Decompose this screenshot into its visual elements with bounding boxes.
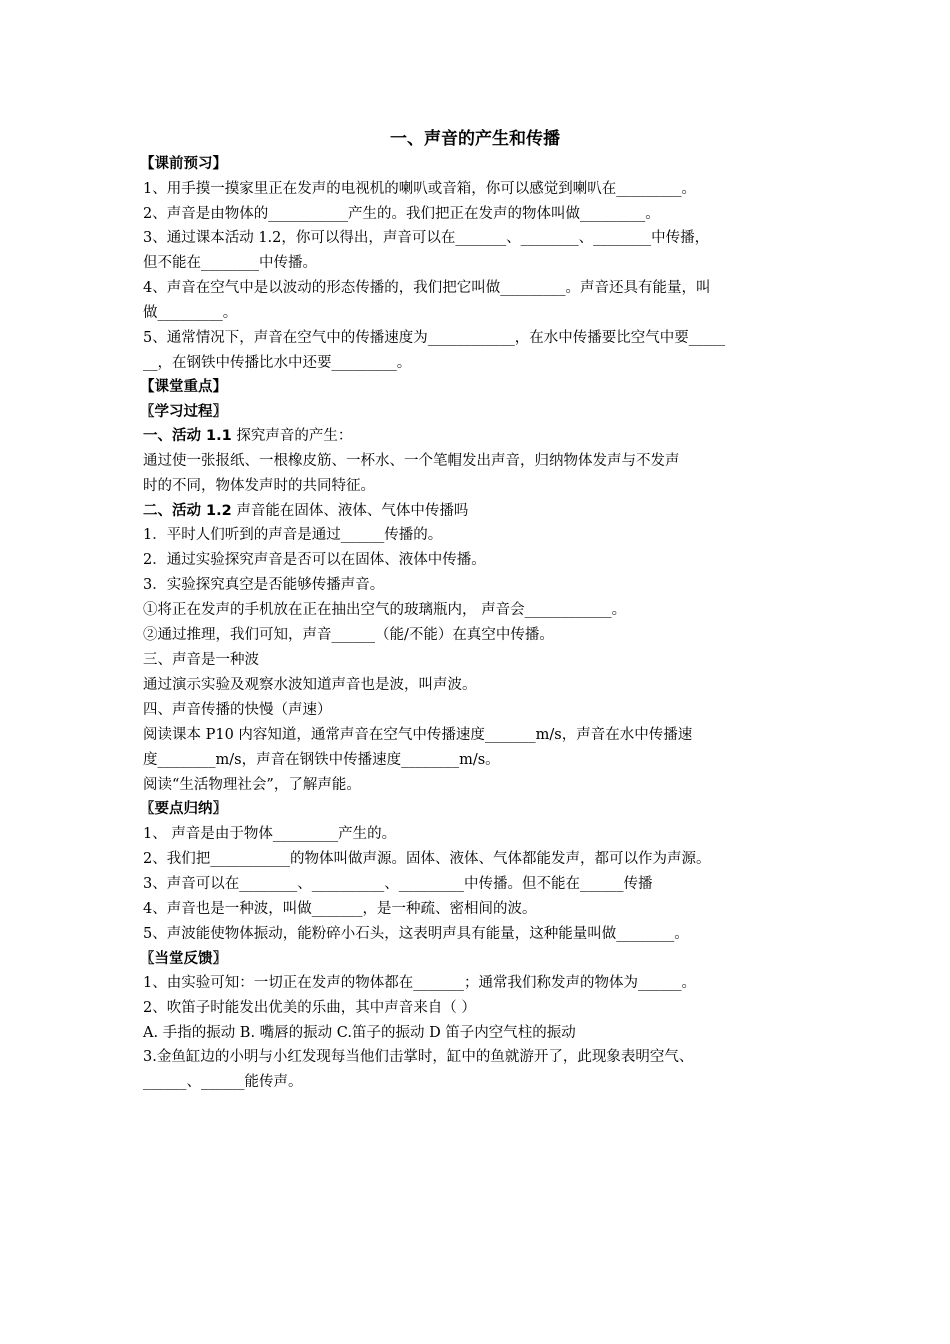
text-line: ______、______能传声。 [143, 1074, 303, 1090]
text-line: 〖要点归纳〗 [140, 801, 227, 817]
text-line: 1．平时人们听到的声音是通过______传播的。 [143, 527, 443, 543]
text-line: 2、声音是由物体的___________产生的。我们把正在发声的物体叫做_________。 [143, 206, 660, 222]
text-line: 通过使一张报纸、一根橡皮筋、一杯水、一个笔帽发出声音，归纳物体发声与不发声 [143, 453, 680, 469]
text-line: 通过演示实验及观察水波知道声音也是波，叫声波。 [143, 677, 477, 693]
text-line: 5、声波能使物体振动，能粉碎小石头，这表明声具有能量，这种能量叫做________。 [143, 926, 689, 942]
text-line: 2．通过实验探究声音是否可以在固体、液体中传播。 [143, 552, 486, 568]
section-heading-text: 探究声音的产生： [231, 428, 353, 444]
text-line: 阅读课本 P10 内容知道，通常声音在空气中传播速度_______m/s，声音在水中传播速 [143, 727, 693, 743]
text-line: 3．实验探究真空是否能够传播声音。 [143, 577, 385, 593]
text-line: 3、通过课本活动 1.2，你可以得出，声音可以在_______、________、________中传播， [143, 230, 710, 246]
text-line: 2、我们把___________的物体叫做声源。固体、液体、气体都能发声，都可以作为声源。 [143, 851, 711, 867]
text-line: 时的不同，物体发声时的共同特征。 [143, 478, 375, 494]
text-line: 〖学习过程〗 [140, 404, 227, 420]
text-line [143, 501, 468, 521]
text-line: 〖当堂反馈〗 [140, 951, 227, 967]
section-heading-label: 二、活动 1.2 [143, 503, 232, 519]
text-line: 做_________。 [143, 305, 238, 321]
text-line: 但不能在________中传播。 [143, 255, 317, 271]
text-line: A. 手指的振动 B. 嘴唇的振动 C.笛子的振动 D 笛子内空气柱的振动 [143, 1025, 576, 1041]
text-line: 3.金鱼缸边的小明与小红发现每当他们击掌时，缸中的鱼就游开了，此现象表明空气、 [143, 1049, 694, 1065]
text-line: 【课堂重点】 [140, 379, 227, 395]
text-line: 4、声音也是一种波，叫做_______，是一种疏、密相间的波。 [143, 901, 537, 917]
text-line: 2、吹笛子时能发出优美的乐曲，其中声音来自（ ） [143, 1000, 476, 1016]
text-line: 三、声音是一种波 [143, 652, 259, 668]
text-line: 1、 声音是由于物体_________产生的。 [143, 826, 397, 842]
page-title: 一、声音的产生和传播 [390, 129, 560, 149]
text-line: 四、声音传播的快慢（声速） [143, 702, 332, 718]
text-line: 5、通常情况下，声音在空气中的传播速度为____________，在水中传播要比空气中要_____ [143, 330, 725, 346]
text-line [143, 426, 352, 446]
text-line: 3、声音可以在________、__________、_________中传播。但不能在______传播 [143, 876, 653, 892]
text-line: 4、声音在空气中是以波动的形态传播的，我们把它叫做_________。声音还具有能量，叫 [143, 280, 711, 296]
text-line: ①将正在发声的手机放在正在抽出空气的玻璃瓶内， 声音会____________。 [143, 602, 627, 618]
text-line: 1、由实验可知：一切正在发声的物体都在_______；通常我们称发声的物体为______。 [143, 975, 696, 991]
section-heading-label: 一、活动 1.1 [143, 428, 232, 444]
section-heading-text: 声音能在固体、液体、气体中传播吗 [231, 503, 469, 519]
text-line: 度________m/s，声音在钢铁中传播速度________m/s。 [143, 752, 500, 768]
text-line: __，在钢铁中传播比水中还要_________。 [143, 355, 412, 371]
text-line: 1、用手摸一摸家里正在发声的电视机的喇叭或音箱，你可以感觉到喇叭在_________。 [143, 181, 696, 197]
text-line: 阅读“生活物理社会”，了解声能。 [143, 777, 361, 793]
text-line: 【课前预习】 [140, 156, 227, 172]
text-line: ②通过推理，我们可知，声音______（能/不能）在真空中传播。 [143, 627, 554, 643]
